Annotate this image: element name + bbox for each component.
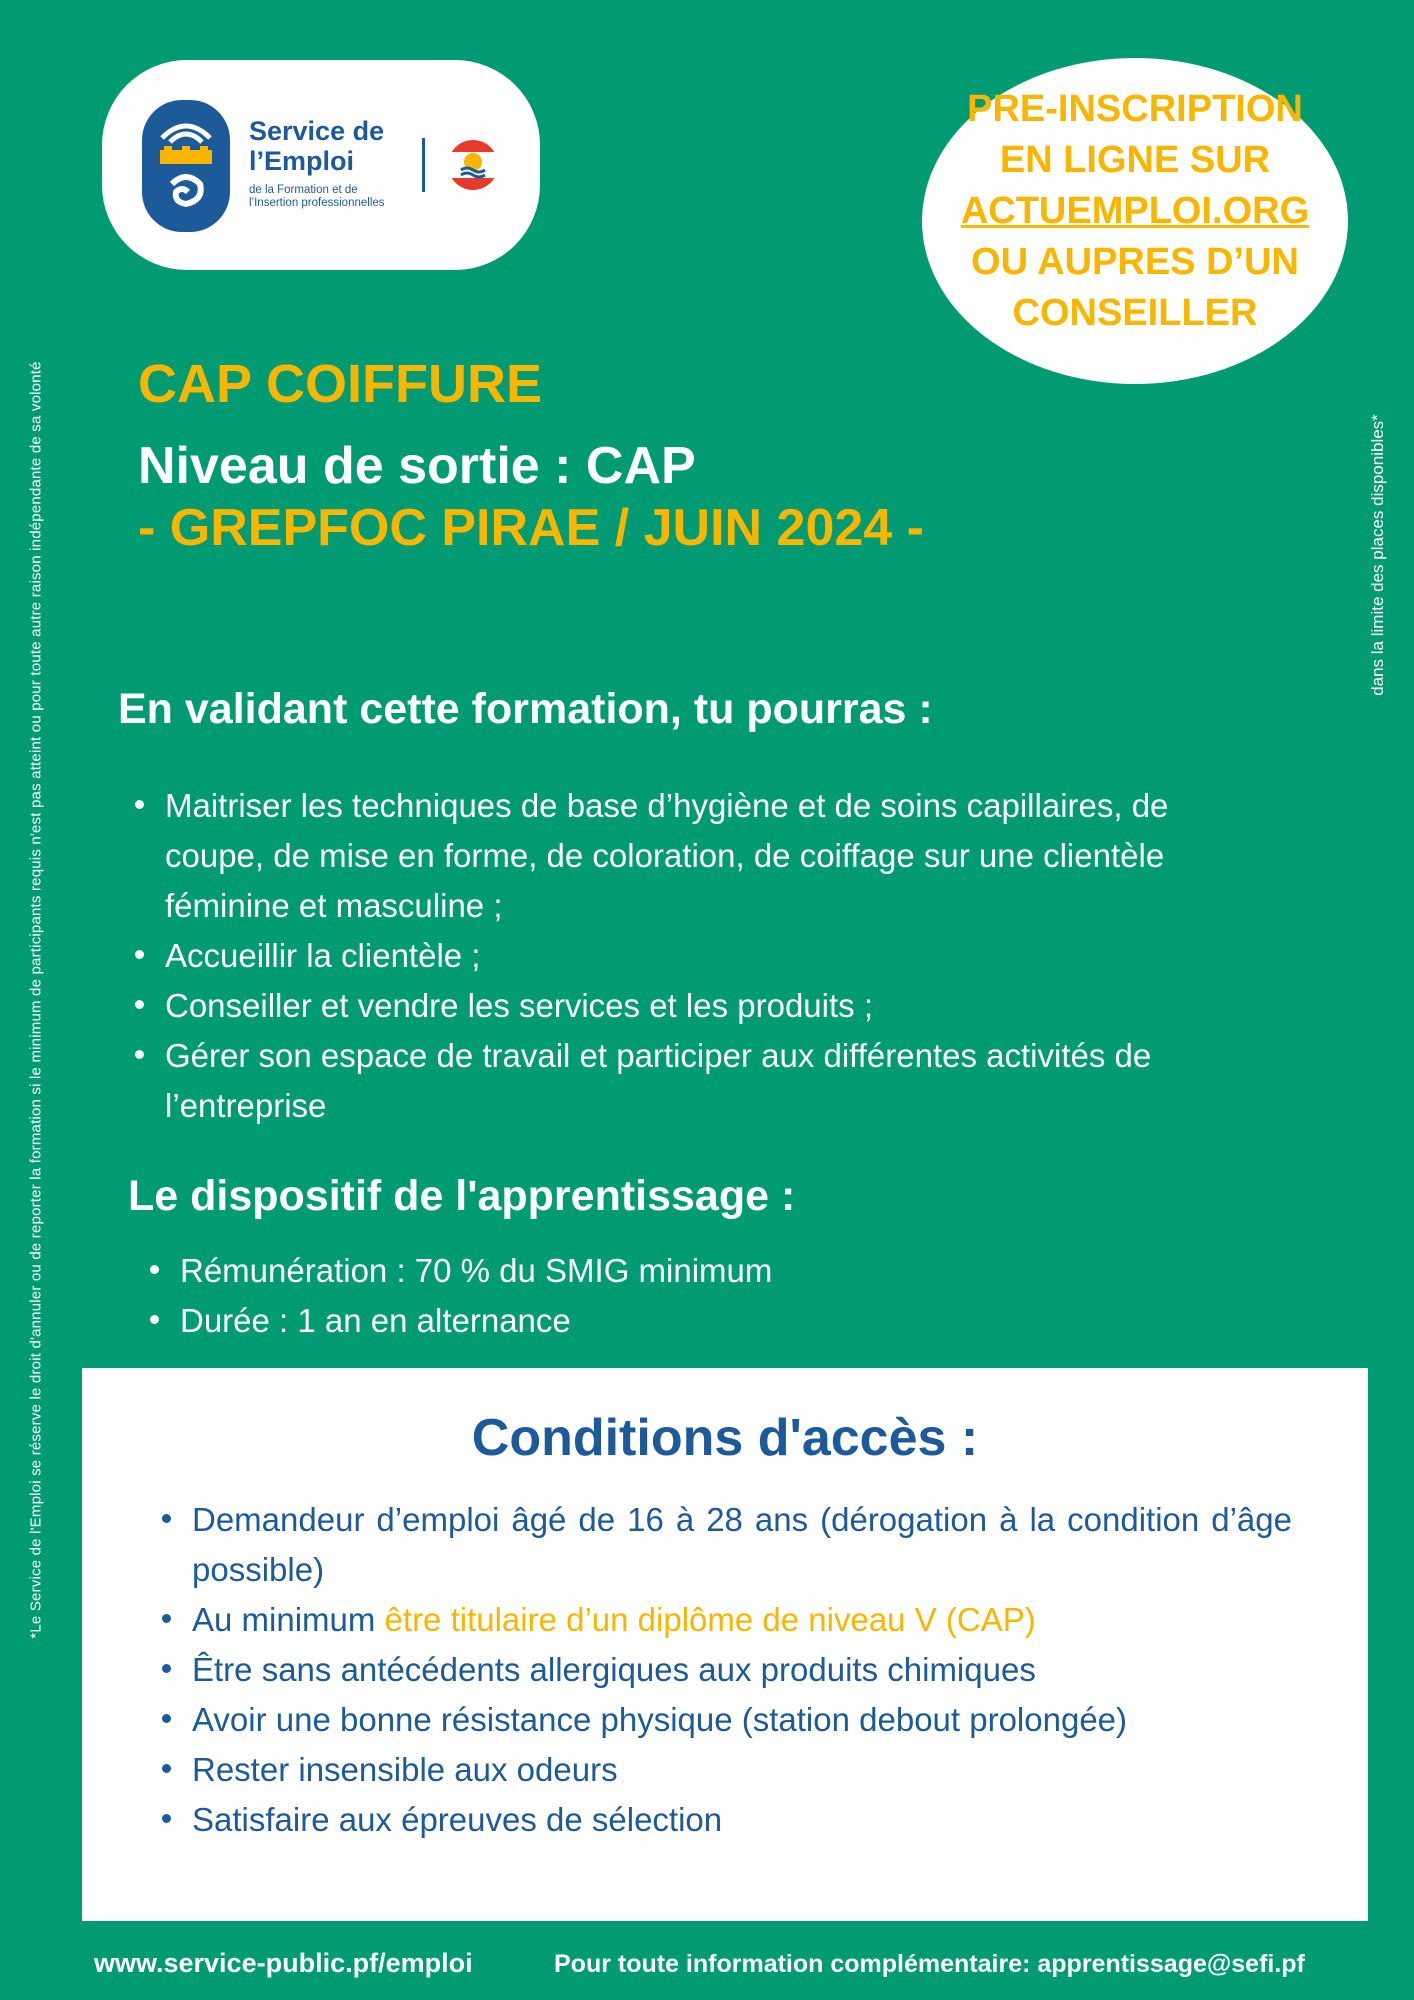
logo-divider: [422, 138, 425, 192]
actuemploi-link[interactable]: ACTUEMPLOI.ORG: [960, 190, 1310, 232]
exit-level: Niveau de sortie : CAP: [138, 437, 696, 495]
conditions-heading: Conditions d'accès :: [471, 1409, 979, 1467]
contact-info: Pour toute information complémentaire: apprentissage@sefi.pf: [554, 1950, 1305, 1978]
polynesia-flag-icon: [447, 138, 499, 192]
course-title: CAP COIFFURE: [138, 354, 543, 414]
list-item: Durée : 1 an en alternance: [180, 1296, 1080, 1346]
list-item: Conseiller et vendre les services et les produits ;: [165, 981, 1205, 1031]
pre-inscription-bubble: [922, 58, 1348, 384]
list-item: Avoir une bonne résistance physique (station debout prolongée): [192, 1695, 1292, 1745]
skills-list: [165, 781, 1205, 1131]
conditions-panel: [82, 1368, 1368, 1921]
apprentissage-heading: Le dispositif de l'apprentissage :: [128, 1172, 796, 1220]
logo-card: [102, 60, 540, 270]
side-availability-note: dans la limite des places disponibles*: [1368, 414, 1387, 696]
skills-heading: En validant cette formation, tu pourras :: [118, 685, 933, 733]
logo-title: Service de l’Emploi: [249, 116, 385, 176]
list-item: Accueillir la clientèle ;: [165, 931, 1205, 981]
list-item: Être sans antécédents allergiques aux produits chimiques: [192, 1645, 1292, 1695]
list-item: Gérer son espace de travail et participer aux différentes activités de l’entreprise: [165, 1031, 1205, 1131]
pre-inscription-text: PRE-INSCRIPTION EN LIGNE SUR ACTUEMPLOI.ORG OU AUPRES D’UN CONSEILLER: [922, 84, 1348, 339]
conditions-list: [192, 1495, 1292, 1845]
list-item: Rémunération : 70 % du SMIG minimum: [180, 1246, 1080, 1296]
list-item: Satisfaire aux épreuves de sélection: [192, 1795, 1292, 1845]
service-emploi-emblem-icon: [142, 100, 230, 232]
session-info: - GREPFOC PIRAE / JUIN 2024 -: [138, 499, 924, 557]
list-item: Maitriser les techniques de base d’hygiène et de soins capillaires, de coupe, de mise en forme, de coloration, de coiffage sur une clientèle féminine et masculine ;: [165, 781, 1205, 931]
side-disclaimer: *Le Service de l'Emploi se réserve le droit d'annuler ou de reporter la formation si le minimum de participants requis n'est pas atteint ou pour toute autre raison indépendante de sa volonté: [27, 361, 45, 1639]
logo-subtitle: de la Formation et de l’Insertion professionnelles: [249, 184, 385, 209]
diploma-requirement-highlight: être titulaire d’un diplôme de niveau V (CAP): [384, 1601, 1036, 1638]
list-item: Demandeur d’emploi âgé de 16 à 28 ans (dérogation à la condition d’âge possible): [192, 1495, 1292, 1595]
apprentissage-list: [180, 1246, 1080, 1346]
list-item: Rester insensible aux odeurs: [192, 1745, 1292, 1795]
website-link[interactable]: www.service-public.pf/emploi: [94, 1948, 473, 1978]
list-item: Au minimum être titulaire d’un diplôme de niveau V (CAP): [192, 1595, 1292, 1645]
